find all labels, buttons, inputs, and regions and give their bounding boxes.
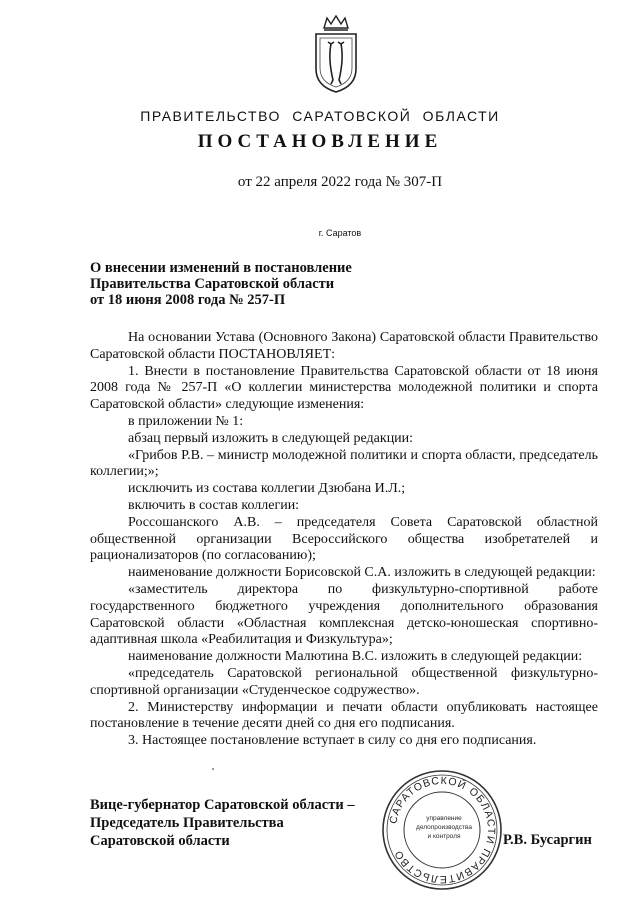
signer-position: [90, 796, 390, 850]
body-paragraph: «председатель Саратовской региональной общественной физкультурно-спортивной организации «Студенческое содружество».: [90, 665, 598, 698]
body-paragraph: «Грибов Р.В. – министр молодежной политики и спорта области, председатель коллегии;»;: [90, 447, 598, 480]
body-paragraph: в приложении № 1:: [128, 413, 244, 429]
body-paragraph: абзац первый изложить в следующей редакции:: [128, 430, 414, 446]
document-title: [90, 260, 420, 308]
stamp-center-line: делопроизводства: [416, 824, 472, 831]
stamp-ring-text: САРАТОВСКОЙ ОБЛАСТИ ПРАВИТЕЛЬСТВО: [387, 774, 498, 886]
body-paragraph: исключить из состава коллегии Дзюбана И.Л.;: [128, 481, 406, 497]
body-paragraph: наименование должности Малютина В.С. изложить в следующей редакции:: [128, 649, 583, 665]
title-line: О внесении изменений в постановление: [90, 260, 352, 276]
body-paragraph: 2. Министерству информации и печати области опубликовать настоящее постановление в течение десяти дней со дня его подписания.: [90, 699, 598, 732]
body-paragraph: 3. Настоящее постановление вступает в силу со дня его подписания.: [128, 733, 537, 749]
document-body: [90, 330, 598, 750]
body-paragraph: «заместитель директора по физкультурно-спортивной работе государственного бюджетного учреждения дополнительного образования Саратовской области «Областная комплексная детско-юношеская спортивно-адаптивная школа «Реабилитация и Физкультура»;: [90, 581, 598, 648]
title-line: Правительства Саратовской области: [90, 276, 335, 292]
government-name: ПРАВИТЕЛЬСТВО САРАТОВСКОЙ ОБЛАСТИ: [140, 108, 500, 124]
title-line: от 18 июня 2008 года № 257-П: [90, 292, 286, 308]
city-line: г. Саратов: [318, 228, 362, 238]
body-paragraph: Россошанского А.В. – председателя Совета Саратовской областной общественной организации Всероссийского общества изобретателей и рационализаторов (по согласованию);: [90, 514, 598, 564]
coat-of-arms-icon: [311, 14, 361, 94]
signer-line: Вице-губернатор Саратовской области –: [90, 797, 355, 813]
body-paragraph: включить в состав коллегии:: [128, 497, 300, 513]
document-type: ПОСТАНОВЛЕНИЕ: [197, 131, 443, 152]
stamp-center-line: и контроля: [427, 833, 461, 840]
scan-speck: [212, 768, 214, 770]
signer-name: Р.В. Бусаргин: [503, 832, 592, 848]
body-paragraph: 1. Внести в постановление Правительства Саратовской области от 18 июня 2008 года № 257-П «О коллегии министерства молодежной политики и спорта Саратовской области» следующие изменения:: [90, 363, 598, 413]
signer-line: Саратовской области: [90, 833, 230, 849]
body-paragraph: На основании Устава (Основного Закона) Саратовской области Правительство Саратовской области ПОСТАНОВЛЯЕТ:: [90, 330, 598, 362]
date-number-line: от 22 апреля 2022 года № 307-П: [237, 174, 443, 190]
body-paragraph: наименование должности Борисовской С.А. изложить в следующей редакции:: [128, 565, 596, 581]
signer-line: Председатель Правительства: [90, 815, 284, 831]
stamp-center-line: управление: [426, 815, 462, 822]
